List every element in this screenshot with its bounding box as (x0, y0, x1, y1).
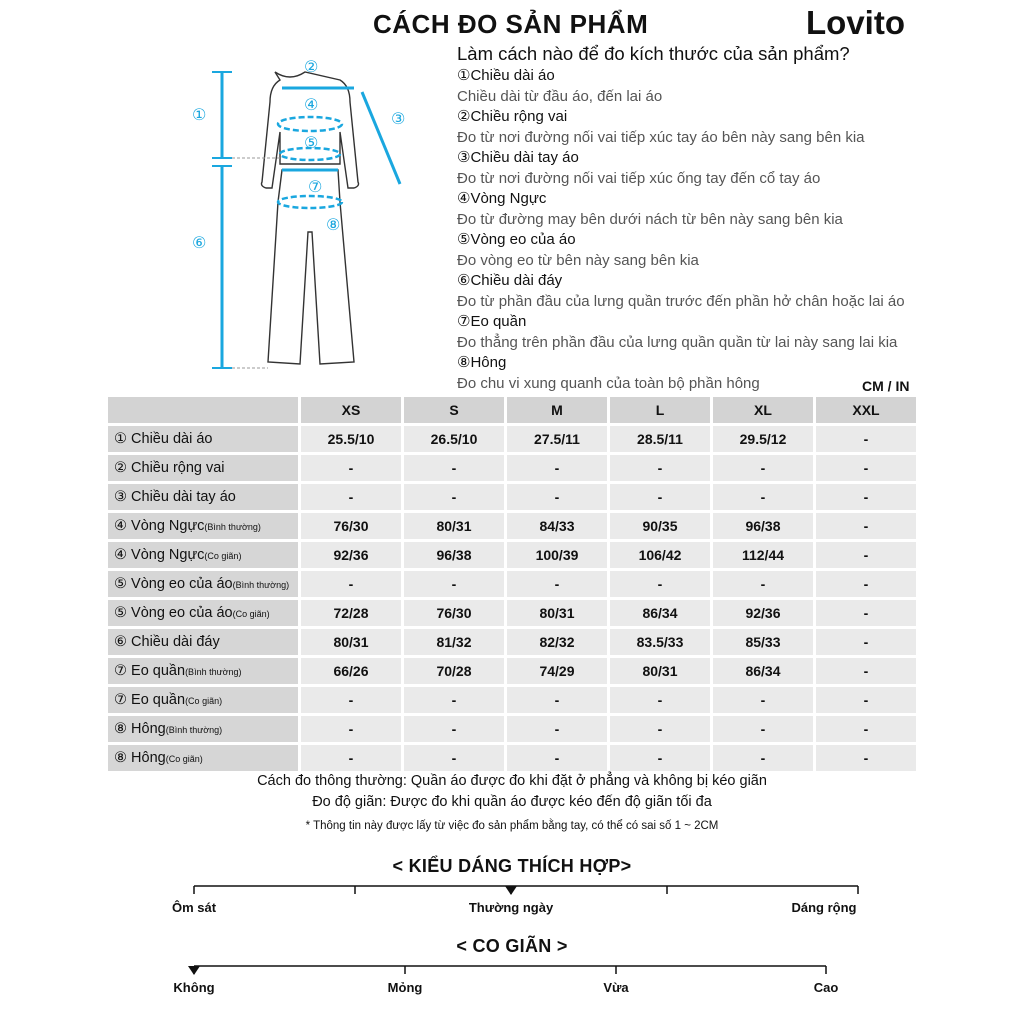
table-cell: - (816, 687, 916, 713)
stretch-label: Cao (813, 980, 839, 995)
guide-item-desc: Đo vòng eo từ bên này sang bên kia (457, 252, 699, 269)
table-cell: 82/32 (507, 629, 607, 655)
table-cell: 100/39 (507, 542, 607, 568)
table-cell: 96/38 (713, 513, 813, 539)
table-cell: 86/34 (713, 658, 813, 684)
marker-8: ⑧ (326, 215, 341, 234)
table-cell: 112/44 (713, 542, 813, 568)
guide-item-desc: Đo chu vi xung quanh của toàn bộ phần hông (457, 375, 760, 392)
row-label-sub: (Co giãn) (185, 696, 223, 706)
table-row (108, 484, 916, 510)
fit-label: Ôm sát (171, 900, 217, 915)
table-row (108, 542, 916, 568)
table-row (108, 513, 916, 539)
fit-label: Thường ngày (468, 900, 554, 915)
guide-item-desc: Đo từ phần đầu của lưng quần trước đến phần hở chân hoặc lai áo (457, 293, 905, 310)
stretch-label: Không (173, 980, 215, 995)
table-header-blank (108, 397, 298, 423)
table-cell: 74/29 (507, 658, 607, 684)
brand-logo: Lovito (806, 4, 905, 41)
table-cell: - (301, 484, 401, 510)
guide-item-name: ⑥Chiều dài đáy (457, 272, 563, 289)
row-label-text: ⑦ Eo quần (114, 663, 186, 679)
row-label-text: ⑧ Hông (114, 721, 166, 737)
table-cell: - (404, 745, 504, 771)
table-cell: - (404, 484, 504, 510)
guide-item (457, 189, 927, 230)
guide-item (457, 353, 927, 394)
table-cell: - (610, 455, 710, 481)
marker-2: ② (304, 57, 319, 76)
table-cell: - (404, 716, 504, 742)
row-label-sub: (Bình thường) (165, 725, 223, 735)
guide-item-desc: Đo từ nơi đường nối vai tiếp xúc ống tay đến cổ tay áo (457, 170, 821, 187)
row-label-text: ④ Vòng Ngực (114, 518, 205, 534)
row-label (108, 716, 298, 742)
table-cell: 92/36 (713, 600, 813, 626)
table-header-row (108, 397, 916, 423)
guide-item-name: ②Chiều rộng vai (457, 108, 568, 125)
table-cell: 25.5/10 (301, 426, 401, 452)
table-cell: 90/35 (610, 513, 710, 539)
guide-item-desc: Đo từ nơi đường nối vai tiếp xúc tay áo bên này sang bên kia (457, 129, 865, 146)
table-row (108, 455, 916, 481)
page-title: CÁCH ĐO SẢN PHẨM (373, 9, 649, 39)
row-label (108, 484, 298, 510)
table-cell: - (610, 716, 710, 742)
marker-6: ⑥ (192, 233, 207, 252)
marker-3: ③ (391, 109, 406, 128)
table-row (108, 629, 916, 655)
table-cell: 84/33 (507, 513, 607, 539)
row-label (108, 629, 298, 655)
table-cell: - (301, 687, 401, 713)
table-cell: - (713, 455, 813, 481)
size-header: S (404, 397, 504, 423)
table-row (108, 716, 916, 742)
table-cell: - (404, 687, 504, 713)
table-cell: - (816, 745, 916, 771)
table-cell: - (507, 687, 607, 713)
note-disclaimer: * Thông tin này được lấy từ việc đo sản phẩm bằng tay, có thể có sai số 1 ~ 2CM (305, 820, 719, 832)
table-cell: - (816, 542, 916, 568)
fit-scale (0, 878, 1024, 902)
table-cell: - (610, 745, 710, 771)
stretch-scale (0, 958, 1024, 982)
table-cell: - (301, 571, 401, 597)
row-label (108, 426, 298, 452)
table-row (108, 600, 916, 626)
row-label-text: ① Chiều dài áo (114, 431, 213, 447)
row-label-text: ③ Chiều dài tay áo (114, 489, 236, 505)
table-cell: 28.5/11 (610, 426, 710, 452)
table-row (108, 745, 916, 771)
row-label-text: ② Chiều rộng vai (114, 460, 225, 476)
guide-item-name: ③Chiều dài tay áo (457, 149, 579, 166)
table-cell: - (507, 571, 607, 597)
table-cell: - (816, 716, 916, 742)
table-cell: 106/42 (610, 542, 710, 568)
table-cell: - (301, 745, 401, 771)
row-label-text: ⑧ Hông (114, 750, 166, 766)
table-cell: - (816, 571, 916, 597)
table-cell: - (816, 658, 916, 684)
guide-item-desc: Đo thẳng trên phần đầu của lưng quần quần từ lai này sang lai kia (457, 334, 898, 351)
size-header: M (507, 397, 607, 423)
table-cell: - (301, 455, 401, 481)
table-cell: 76/30 (301, 513, 401, 539)
row-label-sub: (Bình thường) (204, 522, 261, 532)
guide-item-desc: Chiều dài từ đầu áo, đến lai áo (457, 88, 663, 105)
table-cell: - (816, 600, 916, 626)
table-cell: 70/28 (404, 658, 504, 684)
guide-item-name: ⑤Vòng eo của áo (457, 231, 576, 248)
guide-item-desc: Đo từ đường may bên dưới nách từ bên này sang bên kia (457, 211, 843, 228)
size-header: XXL (816, 397, 916, 423)
row-label (108, 658, 298, 684)
guide-item (457, 66, 927, 107)
measurement-guide (457, 42, 927, 394)
table-row (108, 426, 916, 452)
stretch-selected-marker (188, 966, 200, 975)
table-cell: - (610, 571, 710, 597)
unit-label: CM / IN (862, 378, 910, 394)
table-cell: 80/31 (301, 629, 401, 655)
table-cell: - (507, 745, 607, 771)
garment-illustration (180, 52, 420, 382)
guide-question: Làm cách nào để đo kích thước của sản phẩm? (457, 43, 850, 64)
table-cell: - (404, 455, 504, 481)
row-label-sub: (Co giãn) (204, 551, 242, 561)
row-label-sub: (Co giãn) (232, 609, 270, 619)
table-cell: 96/38 (404, 542, 504, 568)
guide-item (457, 271, 927, 312)
table-cell: - (507, 455, 607, 481)
table-cell: - (610, 484, 710, 510)
note-normal: Cách đo thông thường: Quần áo được đo khi đặt ở phẳng và không bị kéo giãn (257, 773, 767, 789)
guide-item (457, 107, 927, 148)
table-cell: 66/26 (301, 658, 401, 684)
table-row (108, 571, 916, 597)
fit-selected-marker (505, 886, 517, 895)
table-row (108, 658, 916, 684)
table-cell: - (301, 716, 401, 742)
size-header: XL (713, 397, 813, 423)
table-cell: - (507, 484, 607, 510)
table-cell: - (816, 455, 916, 481)
guide-item-name: ⑧Hông (457, 354, 507, 371)
fit-label: Dáng rộng (791, 900, 857, 915)
stretch-label: Vừa (603, 980, 629, 995)
guide-item (457, 148, 927, 189)
size-table (105, 394, 919, 774)
marker-4: ④ (304, 95, 319, 114)
table-cell: - (816, 426, 916, 452)
table-cell: - (404, 571, 504, 597)
table-cell: 76/30 (404, 600, 504, 626)
marker-5: ⑤ (304, 133, 319, 152)
table-cell: - (816, 513, 916, 539)
size-header: L (610, 397, 710, 423)
table-cell: 29.5/12 (713, 426, 813, 452)
table-cell: - (713, 716, 813, 742)
table-cell: - (713, 687, 813, 713)
guide-item (457, 312, 927, 353)
marker-7: ⑦ (308, 177, 323, 196)
row-label-text: ⑦ Eo quần (114, 692, 186, 708)
table-cell: 27.5/11 (507, 426, 607, 452)
table-row (108, 687, 916, 713)
table-cell: - (713, 745, 813, 771)
marker-1: ① (192, 105, 207, 124)
table-cell: - (713, 571, 813, 597)
guide-item-name: ⑦Eo quần (457, 313, 527, 330)
row-label (108, 542, 298, 568)
guide-item (457, 230, 927, 271)
table-cell: - (507, 716, 607, 742)
table-cell: - (713, 484, 813, 510)
row-label (108, 745, 298, 771)
table-cell: 83.5/33 (610, 629, 710, 655)
size-header: XS (301, 397, 401, 423)
guide-item-name: ①Chiều dài áo (457, 67, 555, 84)
note-stretch: Đo độ giãn: Được đo khi quần áo được kéo đến độ giãn tối đa (312, 794, 712, 810)
row-label-text: ⑤ Vòng eo của áo (114, 576, 233, 592)
table-cell: 92/36 (301, 542, 401, 568)
guide-item-name: ④Vòng Ngực (457, 190, 547, 207)
table-cell: - (816, 629, 916, 655)
row-label-sub: (Bình thường) (185, 667, 242, 677)
row-label-text: ⑤ Vòng eo của áo (114, 605, 233, 621)
table-cell: 81/32 (404, 629, 504, 655)
table-cell: 85/33 (713, 629, 813, 655)
table-cell: - (610, 687, 710, 713)
table-cell: 80/31 (404, 513, 504, 539)
table-cell: 26.5/10 (404, 426, 504, 452)
table-cell: 80/31 (610, 658, 710, 684)
row-label-text: ⑥ Chiều dài đáy (114, 634, 220, 650)
row-label (108, 600, 298, 626)
row-label (108, 571, 298, 597)
stretch-label: Mỏng (387, 980, 423, 995)
row-label-sub: (Bình thường) (232, 580, 290, 590)
row-label (108, 687, 298, 713)
row-label (108, 455, 298, 481)
stretch-title: < CO GIÃN > (456, 936, 568, 956)
fit-title: < KIỂU DÁNG THÍCH HỢP> (392, 856, 632, 876)
table-cell: - (816, 484, 916, 510)
row-label (108, 513, 298, 539)
table-cell: 80/31 (507, 600, 607, 626)
row-label-sub: (Co giãn) (165, 754, 203, 764)
table-cell: 72/28 (301, 600, 401, 626)
row-label-text: ④ Vòng Ngực (114, 547, 205, 563)
table-cell: 86/34 (610, 600, 710, 626)
